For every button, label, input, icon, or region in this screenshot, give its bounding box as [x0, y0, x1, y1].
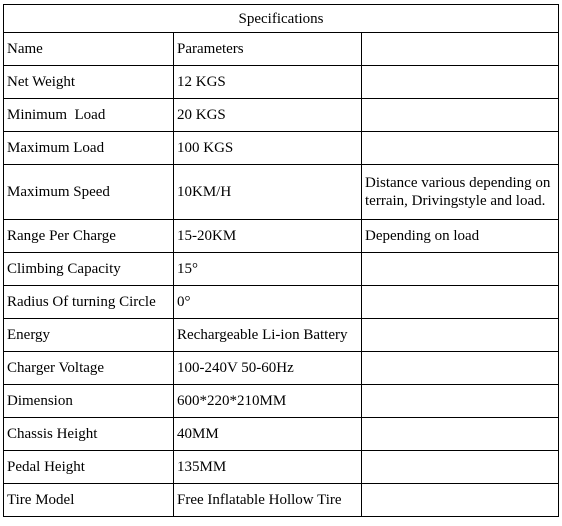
row-value: 15° — [174, 253, 362, 286]
row-value: 135MM — [174, 451, 362, 484]
table-row — [4, 319, 559, 352]
row-note — [362, 132, 559, 165]
table-row — [4, 484, 559, 517]
table-row — [4, 220, 559, 253]
table-row — [4, 451, 559, 484]
row-value: 100-240V 50-60Hz — [174, 352, 362, 385]
row-name: Radius Of turning Circle — [4, 286, 174, 319]
table-row — [4, 99, 559, 132]
row-value: 100 KGS — [174, 132, 362, 165]
row-note: Distance various depending on terrain, Drivingstyle and load. — [362, 165, 559, 220]
row-note — [362, 319, 559, 352]
header-name: Name — [4, 33, 174, 66]
table-row — [4, 132, 559, 165]
row-name: Climbing Capacity — [4, 253, 174, 286]
row-note: Depending on load — [362, 220, 559, 253]
row-value: Free Inflatable Hollow Tire — [174, 484, 362, 517]
row-name: Range Per Charge — [4, 220, 174, 253]
table-row — [4, 66, 559, 99]
row-name: Charger Voltage — [4, 352, 174, 385]
row-name: Tire Model — [4, 484, 174, 517]
row-note — [362, 286, 559, 319]
header-row — [4, 33, 559, 66]
row-note — [362, 253, 559, 286]
table-row — [4, 286, 559, 319]
row-name: Net Weight — [4, 66, 174, 99]
row-name: Energy — [4, 319, 174, 352]
table-row — [4, 352, 559, 385]
table-row — [4, 165, 559, 220]
row-value: 40MM — [174, 418, 362, 451]
row-note — [362, 66, 559, 99]
row-note — [362, 484, 559, 517]
specifications-table — [3, 4, 559, 517]
table-row — [4, 418, 559, 451]
row-name: Maximum Speed — [4, 165, 174, 220]
header-parameters: Parameters — [174, 33, 362, 66]
table-title: Specifications — [4, 5, 559, 33]
header-note — [362, 33, 559, 66]
row-name: Pedal Height — [4, 451, 174, 484]
row-value: Rechargeable Li-ion Battery — [174, 319, 362, 352]
row-value: 0° — [174, 286, 362, 319]
row-value: 600*220*210MM — [174, 385, 362, 418]
row-note — [362, 352, 559, 385]
row-note — [362, 99, 559, 132]
table-row — [4, 253, 559, 286]
row-note — [362, 418, 559, 451]
row-name: Chassis Height — [4, 418, 174, 451]
row-value: 10KM/H — [174, 165, 362, 220]
row-name: Maximum Load — [4, 132, 174, 165]
row-note — [362, 451, 559, 484]
row-note — [362, 385, 559, 418]
row-value: 15-20KM — [174, 220, 362, 253]
row-name: Dimension — [4, 385, 174, 418]
row-value: 20 KGS — [174, 99, 362, 132]
title-row — [4, 5, 559, 33]
table-row — [4, 385, 559, 418]
row-value: 12 KGS — [174, 66, 362, 99]
row-name: Minimum Load — [4, 99, 174, 132]
